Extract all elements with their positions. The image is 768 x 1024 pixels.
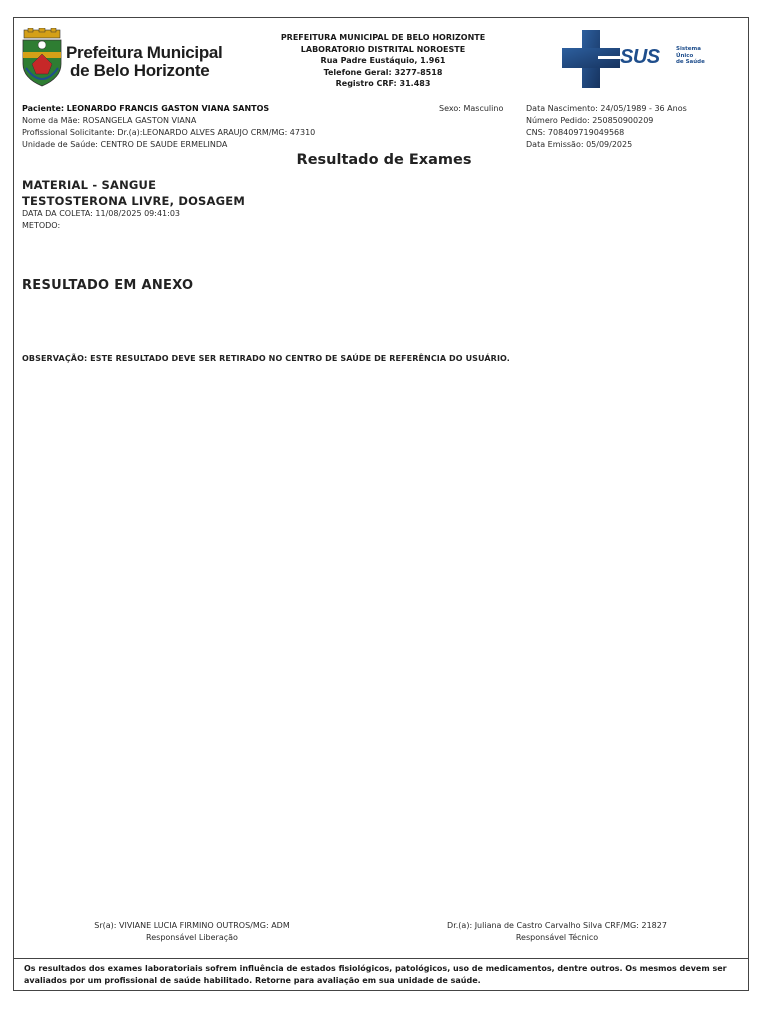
health-unit: Unidade de Saúde: CENTRO DE SAUDE ERMELINDA (22, 140, 228, 149)
lab-header (250, 32, 516, 90)
collection-info (22, 208, 180, 232)
patient-details (526, 103, 746, 151)
requester: Profissional Solicitante: Dr.(a):LEONARDO ALVES ARAUJO CRM/MG: 47310 (22, 128, 316, 137)
patient-sex: Sexo: Masculino (439, 104, 504, 113)
sus-sub-line1: Sistema (676, 46, 701, 52)
lab-name: LABORATORIO DISTRITAL NOROESTE (300, 44, 466, 54)
lab-address: Rua Padre Eustáquio, 1.961 (320, 56, 446, 65)
lab-registry: Registro CRF: 31.483 (335, 79, 431, 88)
mother-name: Nome da Mãe: ROSANGELA GASTON VIANA (22, 116, 197, 125)
signature-right (412, 920, 702, 944)
material: MATERIAL - SANGUE (22, 178, 157, 192)
sus-word: SUS (620, 46, 660, 68)
sus-logo (560, 30, 710, 88)
result-text: RESULTADO EM ANEXO (22, 278, 194, 293)
pbh-logo-line1: Prefeitura Municipal (66, 43, 223, 62)
patient-info (22, 103, 442, 151)
order-number: Número Pedido: 250850900209 (526, 116, 654, 125)
page-title: Resultado de Exames (296, 152, 472, 168)
exam-name: TESTOSTERONA LIVRE, DOSAGEM (22, 194, 245, 208)
coat-of-arms-icon (20, 28, 64, 90)
exam-block (22, 177, 245, 209)
signature-right-name: Dr.(a): Juliana de Castro Carvalho Silva CRF/MG: 21827 (447, 921, 667, 930)
signature-left-role: Responsável Liberação (146, 933, 238, 942)
pbh-logo-text (66, 44, 222, 80)
sus-sub-line3: de Saúde (676, 59, 705, 65)
cns-number: CNS: 708409719049568 (526, 128, 625, 137)
pbh-logo (20, 28, 230, 90)
org-name: PREFEITURA MUNICIPAL DE BELO HORIZONTE (280, 33, 486, 42)
sus-sub-line2: Único (676, 52, 694, 59)
footer-disclaimer: Os resultados dos exames laboratoriais sofrem influência de estados fisiológicos, patológicos, uso de medicamentos, dentre outros. Os mesmos devem ser avaliados por um profissional de saúde habilitado. Retorne para avaliação em sua unidade de saúde. (24, 964, 727, 985)
signature-left-name: Sr(a): VIVIANE LUCIA FIRMINO OUTROS/MG: ADM (94, 921, 290, 930)
method: METODO: (22, 221, 61, 230)
birth-date: Data Nascimento: 24/05/1989 - 36 Anos (526, 104, 687, 113)
issue-date: Data Emissão: 05/09/2025 (526, 140, 633, 149)
sus-subtitle (676, 46, 705, 66)
footer-divider (13, 958, 749, 959)
observation: OBSERVAÇÃO: ESTE RESULTADO DEVE SER RETIRADO NO CENTRO DE SAÚDE DE REFERÊNCIA DO USUÁRIO. (22, 354, 510, 363)
lab-phone: Telefone Geral: 3277-8518 (323, 67, 443, 77)
patient-name-row (22, 103, 442, 115)
signature-left (62, 920, 322, 944)
patient-name: LEONARDO FRANCIS GASTON VIANA SANTOS (66, 104, 270, 113)
patient-name-label: Paciente: (22, 104, 65, 113)
pbh-logo-line2: de Belo Horizonte (70, 61, 210, 80)
collection-date: DATA DA COLETA: 11/08/2025 09:41:03 (22, 209, 180, 218)
signature-right-role: Responsável Técnico (515, 933, 599, 942)
